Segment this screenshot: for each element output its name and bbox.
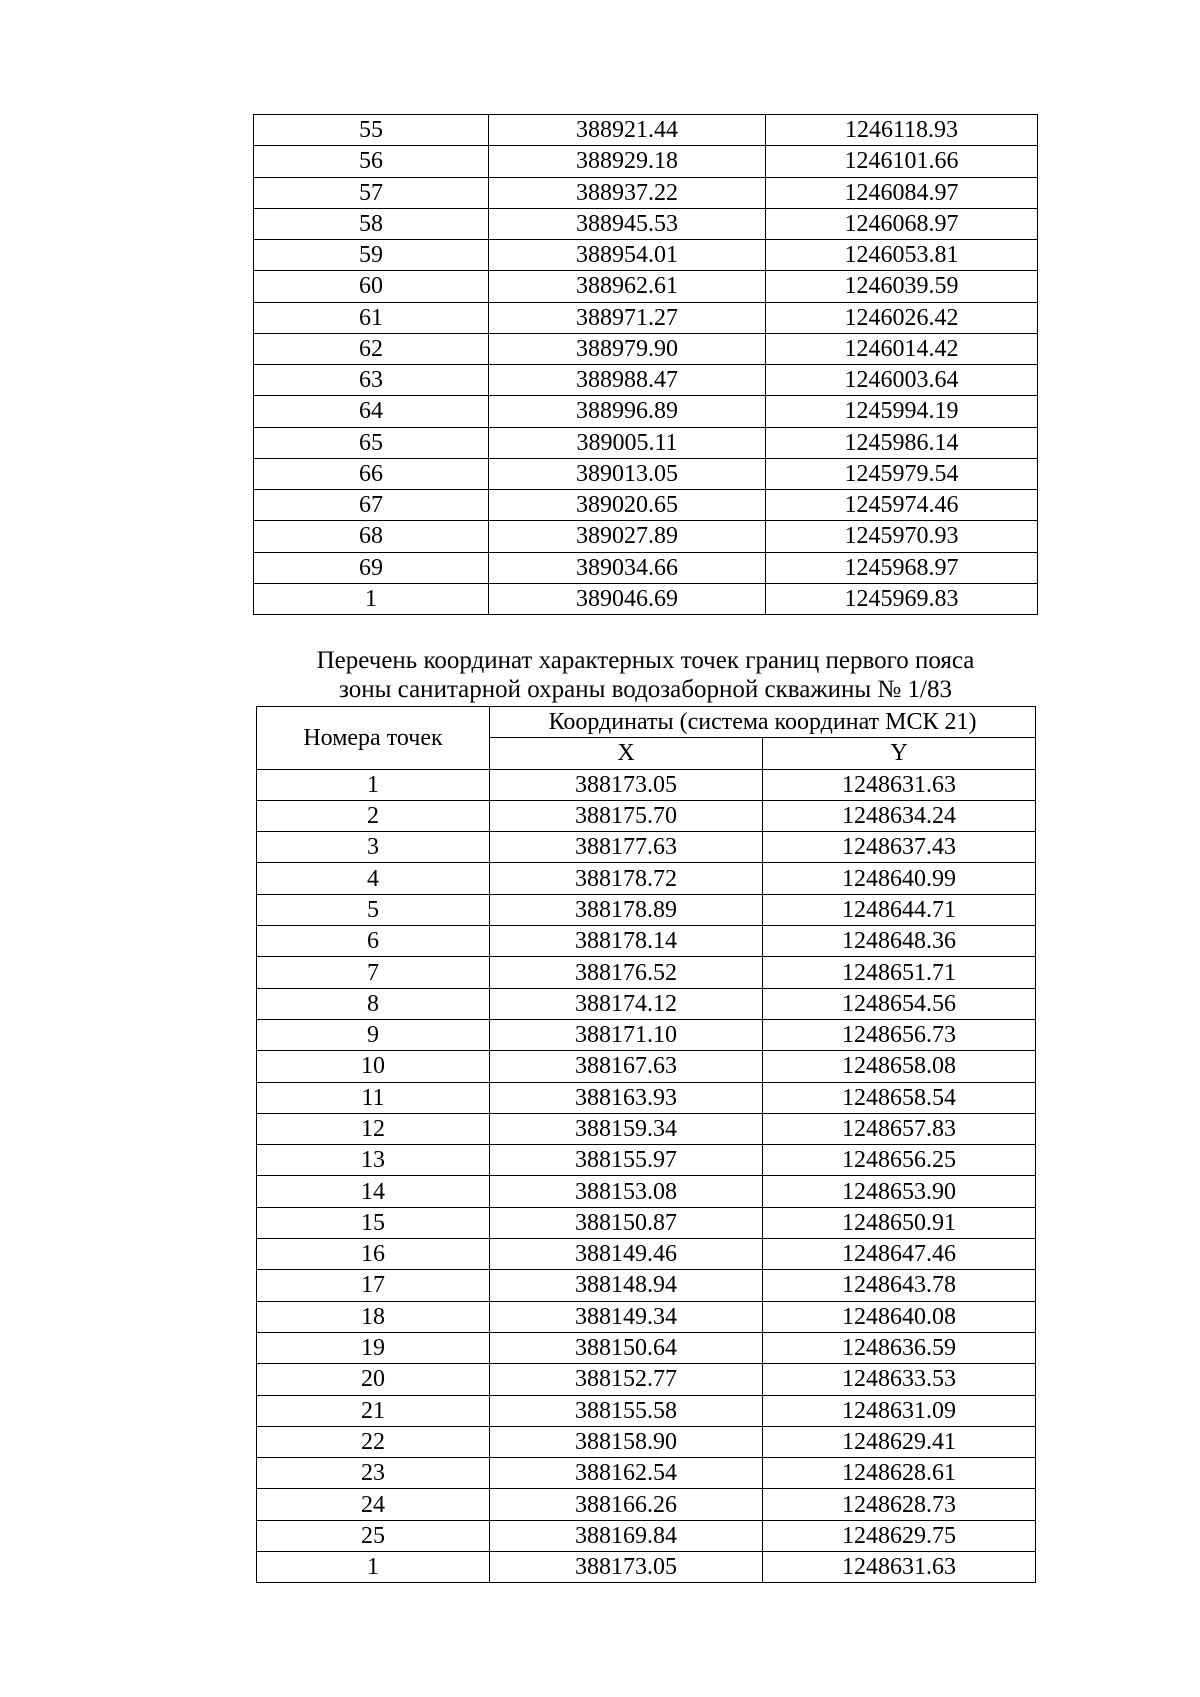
x-coordinate-cell: 388152.77 bbox=[490, 1364, 763, 1395]
point-number-cell: 66 bbox=[254, 458, 489, 489]
point-number-cell: 60 bbox=[254, 271, 489, 302]
x-coordinate-cell: 388937.22 bbox=[489, 177, 766, 208]
x-coordinate-cell: 388996.89 bbox=[489, 396, 766, 427]
table-row bbox=[257, 1176, 1036, 1207]
point-number-cell: 63 bbox=[254, 365, 489, 396]
point-number-cell: 18 bbox=[257, 1301, 490, 1332]
x-coordinate-cell: 389020.65 bbox=[489, 490, 766, 521]
y-coordinate-cell: 1245974.46 bbox=[766, 490, 1038, 521]
table-row bbox=[257, 1395, 1036, 1426]
point-number-cell: 11 bbox=[257, 1082, 490, 1113]
y-coordinate-cell: 1246053.81 bbox=[766, 240, 1038, 271]
point-number-cell: 22 bbox=[257, 1426, 490, 1457]
y-coordinate-cell: 1246118.93 bbox=[766, 115, 1038, 146]
x-coordinate-cell: 388921.44 bbox=[489, 115, 766, 146]
point-number-cell: 3 bbox=[257, 832, 490, 863]
y-coordinate-cell: 1248634.24 bbox=[763, 800, 1036, 831]
table-row bbox=[254, 583, 1038, 614]
table-row bbox=[257, 957, 1036, 988]
table-row bbox=[257, 1019, 1036, 1050]
table-row bbox=[257, 1207, 1036, 1238]
point-number-cell: 6 bbox=[257, 926, 490, 957]
x-coordinate-cell: 388954.01 bbox=[489, 240, 766, 271]
y-coordinate-cell: 1245968.97 bbox=[766, 552, 1038, 583]
x-coordinate-cell: 388171.10 bbox=[490, 1019, 763, 1050]
x-coordinate-cell: 388153.08 bbox=[490, 1176, 763, 1207]
table-row bbox=[254, 427, 1038, 458]
point-number-cell: 61 bbox=[254, 302, 489, 333]
y-coordinate-cell: 1246084.97 bbox=[766, 177, 1038, 208]
table-row bbox=[257, 1489, 1036, 1520]
table-row bbox=[257, 863, 1036, 894]
coordinates-table-body bbox=[257, 769, 1036, 1583]
point-number-cell: 67 bbox=[254, 490, 489, 521]
table-row bbox=[257, 832, 1036, 863]
table-row bbox=[257, 1270, 1036, 1301]
point-number-cell: 4 bbox=[257, 863, 490, 894]
point-number-cell: 2 bbox=[257, 800, 490, 831]
y-coordinate-cell: 1246026.42 bbox=[766, 302, 1038, 333]
point-number-cell: 5 bbox=[257, 894, 490, 925]
point-number-cell: 57 bbox=[254, 177, 489, 208]
y-coordinate-cell: 1248653.90 bbox=[763, 1176, 1036, 1207]
x-coordinate-cell: 388173.05 bbox=[490, 1552, 763, 1583]
y-coordinate-cell: 1248631.63 bbox=[763, 769, 1036, 800]
x-coordinate-cell: 388158.90 bbox=[490, 1426, 763, 1457]
point-number-cell: 65 bbox=[254, 427, 489, 458]
table-row bbox=[254, 552, 1038, 583]
table-row bbox=[254, 115, 1038, 146]
table-row bbox=[254, 240, 1038, 271]
point-number-cell: 19 bbox=[257, 1332, 490, 1363]
table-row bbox=[257, 1113, 1036, 1144]
table-row bbox=[254, 146, 1038, 177]
y-coordinate-cell: 1248637.43 bbox=[763, 832, 1036, 863]
y-coordinate-cell: 1245969.83 bbox=[766, 583, 1038, 614]
table-row bbox=[257, 1051, 1036, 1082]
point-number-cell: 8 bbox=[257, 988, 490, 1019]
table-row bbox=[257, 894, 1036, 925]
y-coordinate-cell: 1248631.09 bbox=[763, 1395, 1036, 1426]
point-number-cell: 16 bbox=[257, 1239, 490, 1270]
x-coordinate-cell: 388178.72 bbox=[490, 863, 763, 894]
point-number-cell: 55 bbox=[254, 115, 489, 146]
x-coordinate-cell: 388167.63 bbox=[490, 1051, 763, 1082]
table-row bbox=[257, 1082, 1036, 1113]
point-number-cell: 69 bbox=[254, 552, 489, 583]
y-coordinate-cell: 1245979.54 bbox=[766, 458, 1038, 489]
table-caption-line-2: зоны санитарной охраны водозаборной скважины № 1/83 bbox=[339, 676, 952, 703]
y-coordinate-cell: 1245970.93 bbox=[766, 521, 1038, 552]
y-coordinate-cell: 1248651.71 bbox=[763, 957, 1036, 988]
x-coordinate-cell: 388166.26 bbox=[490, 1489, 763, 1520]
point-number-cell: 1 bbox=[257, 769, 490, 800]
table-row bbox=[254, 521, 1038, 552]
table-row bbox=[254, 396, 1038, 427]
point-number-cell: 17 bbox=[257, 1270, 490, 1301]
y-coordinate-cell: 1248636.59 bbox=[763, 1332, 1036, 1363]
point-number-cell: 13 bbox=[257, 1145, 490, 1176]
point-number-cell: 24 bbox=[257, 1489, 490, 1520]
x-coordinate-cell: 388988.47 bbox=[489, 365, 766, 396]
point-number-cell: 7 bbox=[257, 957, 490, 988]
y-coordinate-cell: 1248658.54 bbox=[763, 1082, 1036, 1113]
y-coordinate-cell: 1246014.42 bbox=[766, 333, 1038, 364]
point-number-cell: 14 bbox=[257, 1176, 490, 1207]
x-coordinate-cell: 389013.05 bbox=[489, 458, 766, 489]
point-number-cell: 10 bbox=[257, 1051, 490, 1082]
x-coordinate-cell: 388173.05 bbox=[490, 769, 763, 800]
x-coordinate-cell: 388945.53 bbox=[489, 208, 766, 239]
table-row bbox=[257, 800, 1036, 831]
x-coordinate-cell: 388163.93 bbox=[490, 1082, 763, 1113]
point-number-cell: 21 bbox=[257, 1395, 490, 1426]
y-coordinate-cell: 1246101.66 bbox=[766, 146, 1038, 177]
point-number-cell: 1 bbox=[257, 1552, 490, 1583]
x-coordinate-cell: 388149.34 bbox=[490, 1301, 763, 1332]
x-coordinate-cell: 388929.18 bbox=[489, 146, 766, 177]
header-y: Y bbox=[763, 738, 1036, 769]
y-coordinate-cell: 1248640.08 bbox=[763, 1301, 1036, 1332]
x-coordinate-cell: 388971.27 bbox=[489, 302, 766, 333]
x-coordinate-cell: 388177.63 bbox=[490, 832, 763, 863]
y-coordinate-cell: 1248629.75 bbox=[763, 1520, 1036, 1551]
table-row bbox=[257, 926, 1036, 957]
y-coordinate-cell: 1248628.73 bbox=[763, 1489, 1036, 1520]
x-coordinate-cell: 388150.64 bbox=[490, 1332, 763, 1363]
x-coordinate-cell: 388155.97 bbox=[490, 1145, 763, 1176]
y-coordinate-cell: 1248650.91 bbox=[763, 1207, 1036, 1238]
x-coordinate-cell: 389005.11 bbox=[489, 427, 766, 458]
point-number-cell: 56 bbox=[254, 146, 489, 177]
header-coordinates-system: Координаты (система координат МСК 21) bbox=[490, 707, 1036, 738]
table-row bbox=[257, 1301, 1036, 1332]
coordinates-table-well-1-83 bbox=[256, 706, 1036, 1583]
y-coordinate-cell: 1248658.08 bbox=[763, 1051, 1036, 1082]
table-row bbox=[257, 1332, 1036, 1363]
y-coordinate-cell: 1245986.14 bbox=[766, 427, 1038, 458]
x-coordinate-cell: 388162.54 bbox=[490, 1458, 763, 1489]
x-coordinate-cell: 388176.52 bbox=[490, 957, 763, 988]
x-coordinate-cell: 388178.89 bbox=[490, 894, 763, 925]
point-number-cell: 20 bbox=[257, 1364, 490, 1395]
table-row bbox=[254, 271, 1038, 302]
point-number-cell: 58 bbox=[254, 208, 489, 239]
x-coordinate-cell: 388149.46 bbox=[490, 1239, 763, 1270]
header-point-numbers: Номера точек bbox=[257, 707, 490, 770]
coordinates-table-continued bbox=[253, 114, 1038, 615]
x-coordinate-cell: 389034.66 bbox=[489, 552, 766, 583]
y-coordinate-cell: 1246068.97 bbox=[766, 208, 1038, 239]
x-coordinate-cell: 388155.58 bbox=[490, 1395, 763, 1426]
point-number-cell: 25 bbox=[257, 1520, 490, 1551]
x-coordinate-cell: 388159.34 bbox=[490, 1113, 763, 1144]
coordinates-table-continued-body bbox=[254, 115, 1038, 615]
x-coordinate-cell: 389027.89 bbox=[489, 521, 766, 552]
y-coordinate-cell: 1248656.25 bbox=[763, 1145, 1036, 1176]
table-row bbox=[257, 1364, 1036, 1395]
y-coordinate-cell: 1248629.41 bbox=[763, 1426, 1036, 1457]
table-row bbox=[254, 458, 1038, 489]
x-coordinate-cell: 388150.87 bbox=[490, 1207, 763, 1238]
table-row bbox=[254, 208, 1038, 239]
y-coordinate-cell: 1248657.83 bbox=[763, 1113, 1036, 1144]
table-row bbox=[254, 177, 1038, 208]
table-row bbox=[257, 1239, 1036, 1270]
table-caption-line-1: Перечень координат характерных точек границ первого пояса bbox=[316, 647, 975, 674]
point-number-cell: 23 bbox=[257, 1458, 490, 1489]
point-number-cell: 1 bbox=[254, 583, 489, 614]
x-coordinate-cell: 388962.61 bbox=[489, 271, 766, 302]
x-coordinate-cell: 388178.14 bbox=[490, 926, 763, 957]
x-coordinate-cell: 389046.69 bbox=[489, 583, 766, 614]
y-coordinate-cell: 1246039.59 bbox=[766, 271, 1038, 302]
y-coordinate-cell: 1248648.36 bbox=[763, 926, 1036, 957]
point-number-cell: 62 bbox=[254, 333, 489, 364]
point-number-cell: 59 bbox=[254, 240, 489, 271]
table-row bbox=[257, 1426, 1036, 1457]
point-number-cell: 9 bbox=[257, 1019, 490, 1050]
x-coordinate-cell: 388169.84 bbox=[490, 1520, 763, 1551]
x-coordinate-cell: 388148.94 bbox=[490, 1270, 763, 1301]
y-coordinate-cell: 1248647.46 bbox=[763, 1239, 1036, 1270]
point-number-cell: 15 bbox=[257, 1207, 490, 1238]
y-coordinate-cell: 1248631.63 bbox=[763, 1552, 1036, 1583]
point-number-cell: 12 bbox=[257, 1113, 490, 1144]
table-row bbox=[257, 1520, 1036, 1551]
point-number-cell: 68 bbox=[254, 521, 489, 552]
table-row bbox=[257, 1458, 1036, 1489]
coordinates-table-header bbox=[257, 707, 1036, 770]
y-coordinate-cell: 1248654.56 bbox=[763, 988, 1036, 1019]
table-row bbox=[257, 1552, 1036, 1583]
table-row bbox=[257, 1145, 1036, 1176]
table-row bbox=[254, 333, 1038, 364]
header-x: X bbox=[490, 738, 763, 769]
y-coordinate-cell: 1248656.73 bbox=[763, 1019, 1036, 1050]
table-row bbox=[254, 302, 1038, 333]
table-row bbox=[254, 365, 1038, 396]
y-coordinate-cell: 1248628.61 bbox=[763, 1458, 1036, 1489]
y-coordinate-cell: 1246003.64 bbox=[766, 365, 1038, 396]
y-coordinate-cell: 1248644.71 bbox=[763, 894, 1036, 925]
x-coordinate-cell: 388979.90 bbox=[489, 333, 766, 364]
table-row bbox=[254, 490, 1038, 521]
y-coordinate-cell: 1248640.99 bbox=[763, 863, 1036, 894]
y-coordinate-cell: 1248643.78 bbox=[763, 1270, 1036, 1301]
table-row bbox=[257, 769, 1036, 800]
point-number-cell: 64 bbox=[254, 396, 489, 427]
table-row bbox=[257, 988, 1036, 1019]
y-coordinate-cell: 1248633.53 bbox=[763, 1364, 1036, 1395]
y-coordinate-cell: 1245994.19 bbox=[766, 396, 1038, 427]
x-coordinate-cell: 388175.70 bbox=[490, 800, 763, 831]
x-coordinate-cell: 388174.12 bbox=[490, 988, 763, 1019]
